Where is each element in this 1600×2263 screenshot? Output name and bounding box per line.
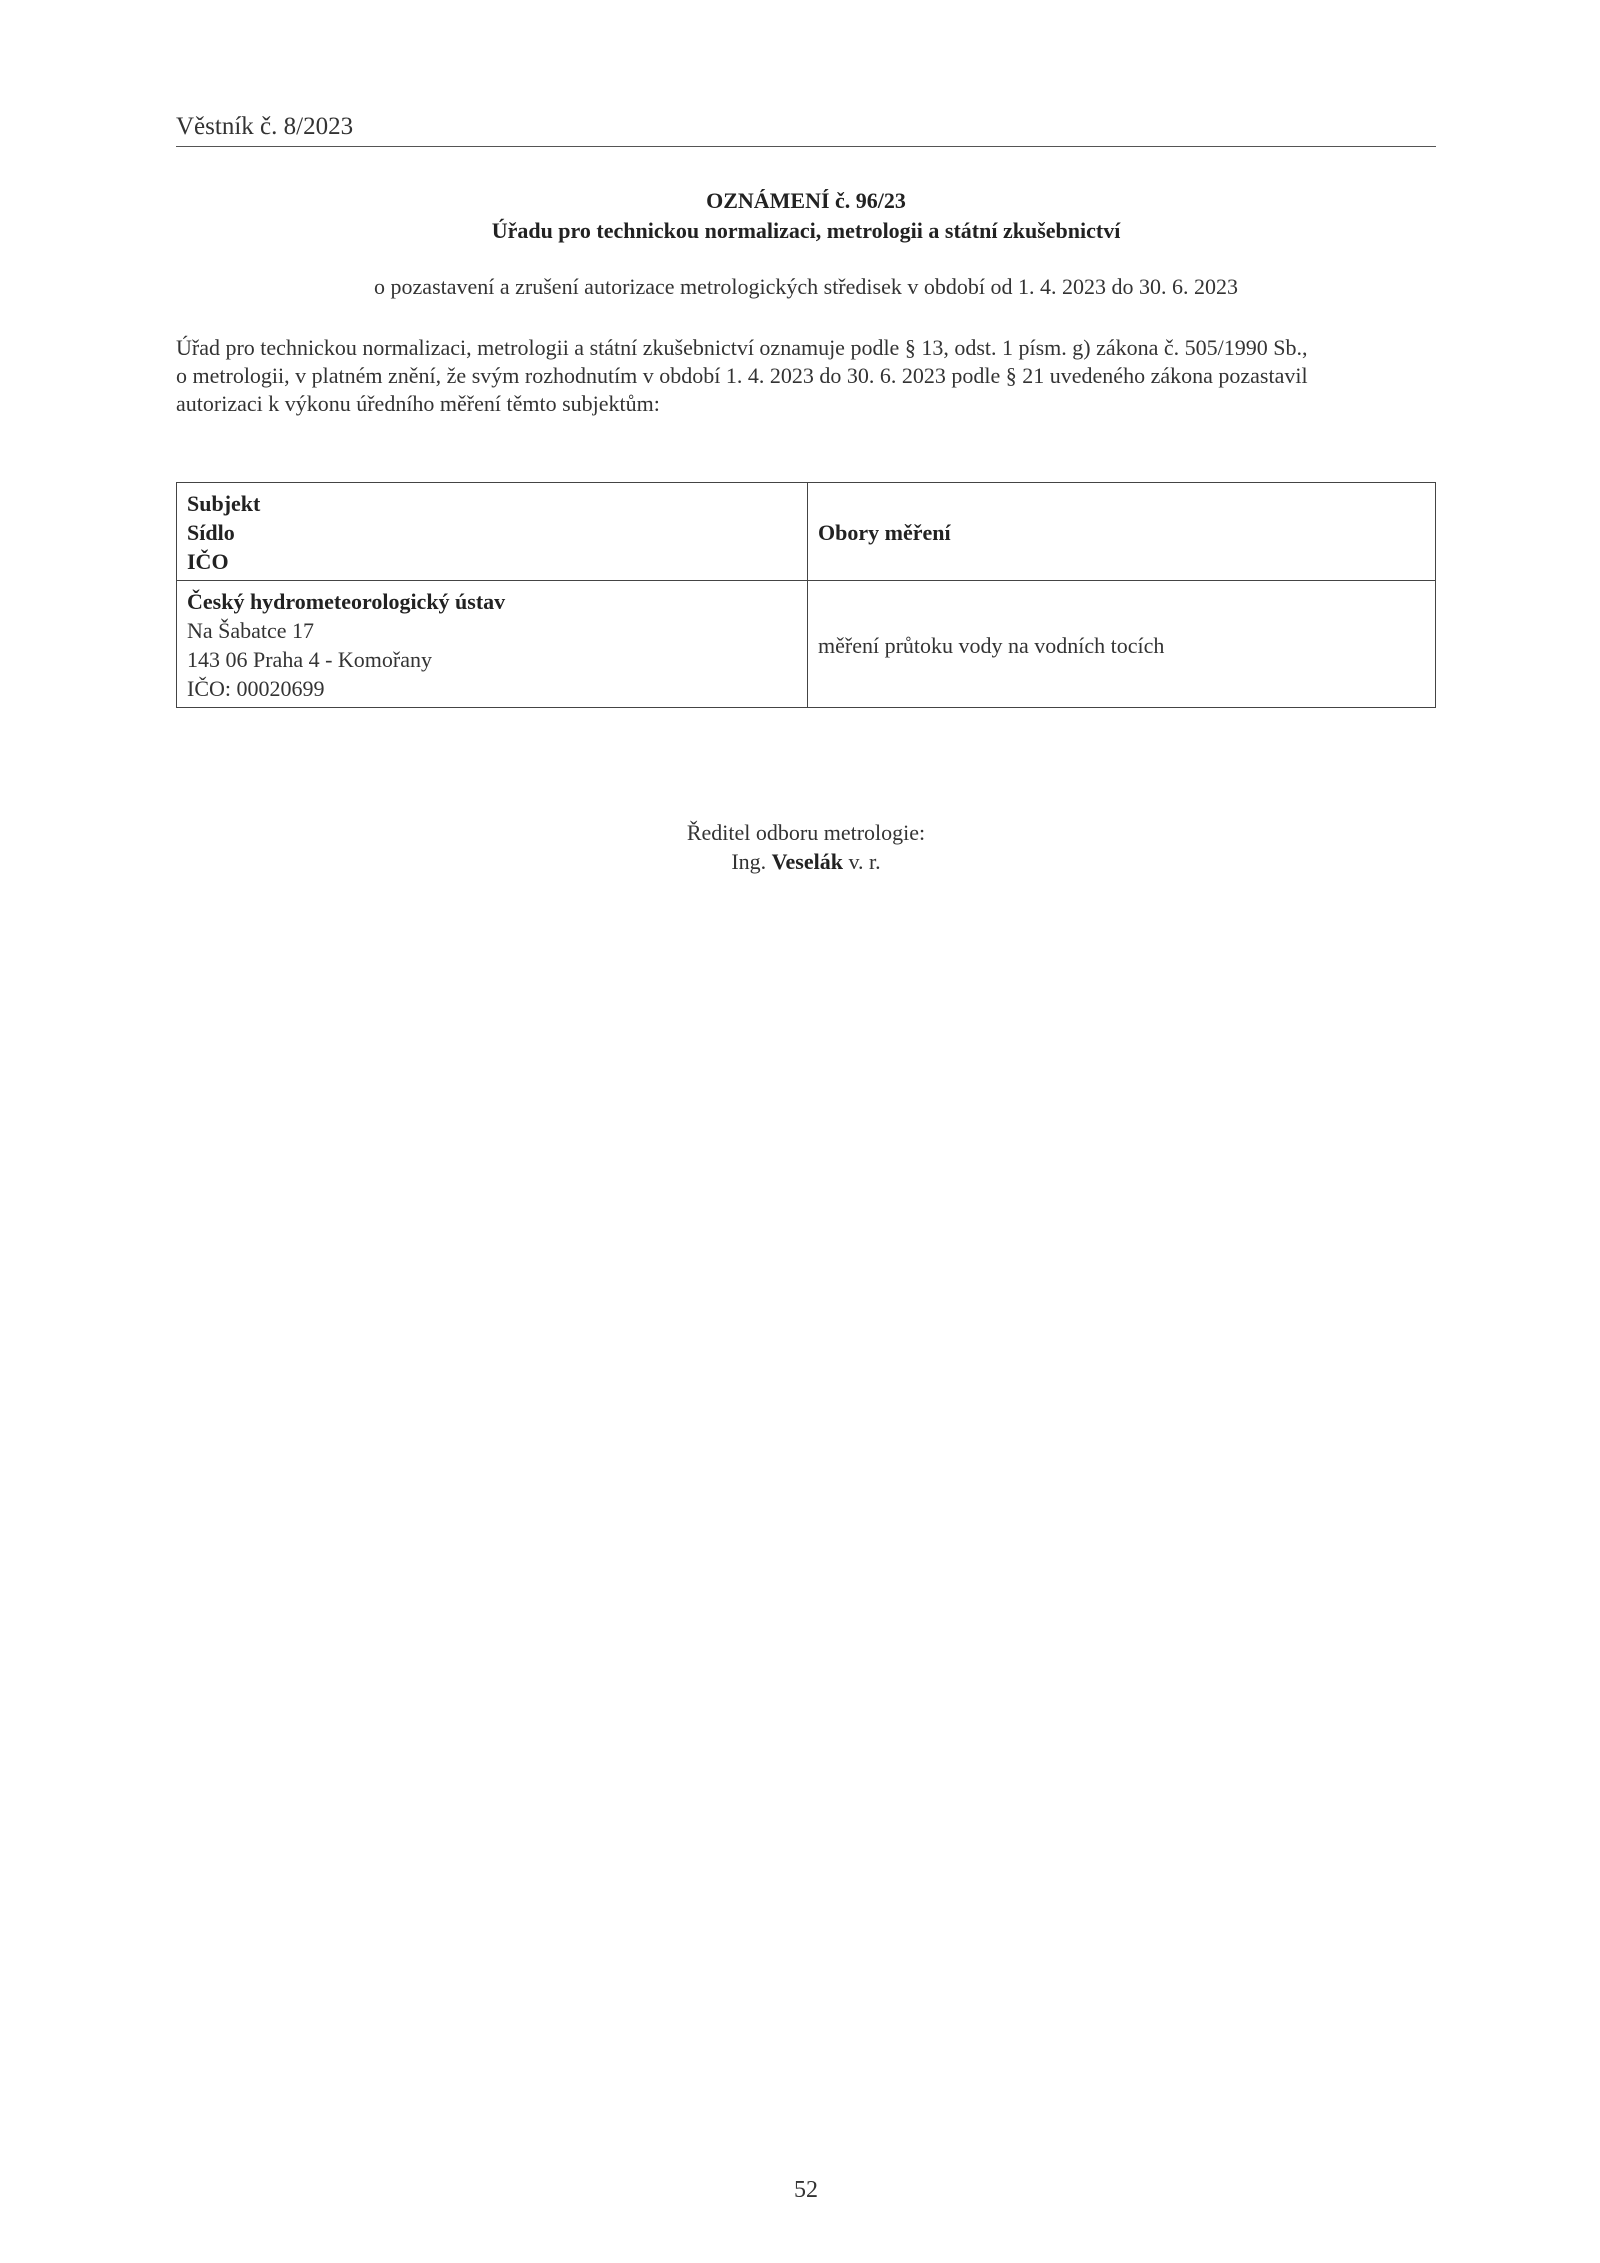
notice-number: OZNÁMENÍ č. 96/23 — [706, 188, 906, 213]
page-number: 52 — [794, 2177, 818, 2203]
signature-block — [176, 818, 1436, 876]
table-header-row — [177, 483, 1436, 581]
field-cell — [808, 581, 1436, 708]
header-fields-cell — [808, 483, 1436, 581]
measurement-field: měření průtoku vody na vodních tocích — [818, 632, 1165, 658]
intro-line: Úřad pro technickou normalizaci, metrologii a státní zkušebnictví oznamuje podle § 13, odst. 1 písm. g) zákona č. 505/1990 Sb., — [176, 335, 1308, 360]
signature-role: Ředitel odboru metrologie: — [686, 820, 926, 845]
notice-authority: Úřadu pro technickou normalizaci, metrologii a státní zkušebnictví — [491, 218, 1121, 243]
journal-title: Věstník č. 8/2023 — [176, 113, 354, 140]
header-fields: Obory měření — [818, 520, 951, 545]
notice-title-block — [176, 186, 1436, 246]
table-row — [177, 581, 1436, 708]
subject-name: Český hydrometeorologický ústav — [187, 589, 506, 614]
subject-street: Na Šabatce 17 — [187, 618, 315, 643]
intro-line: o metrologii, v platném znění, že svým rozhodnutím v období 1. 4. 2023 do 30. 6. 2023 podle § 21 uvedeného zákona pozastavil — [176, 363, 1308, 388]
header-subject-cell — [177, 483, 808, 581]
signature-name-line — [176, 847, 1436, 876]
signature-prefix: Ing. — [731, 849, 767, 874]
subject-cell — [177, 581, 808, 708]
notice-subject: o pozastavení a zrušení autorizace metrologických středisek v období od 1. 4. 2023 do 30. 6. 2023 — [374, 274, 1238, 299]
subject-city: 143 06 Praha 4 - Komořany — [187, 647, 433, 672]
header-seat: Sídlo — [187, 520, 235, 545]
journal-header — [176, 112, 1436, 147]
notice-intro — [176, 334, 1436, 418]
signature-suffix: v. r. — [848, 849, 881, 874]
header-subject: Subjekt — [187, 491, 261, 516]
header-ico: IČO — [187, 549, 229, 574]
subject-ico: IČO: 00020699 — [187, 676, 325, 701]
subjects-table — [176, 482, 1436, 708]
signature-surname: Veselák — [771, 849, 843, 874]
intro-line: autorizaci k výkonu úředního měření těmto subjektům: — [176, 391, 660, 416]
